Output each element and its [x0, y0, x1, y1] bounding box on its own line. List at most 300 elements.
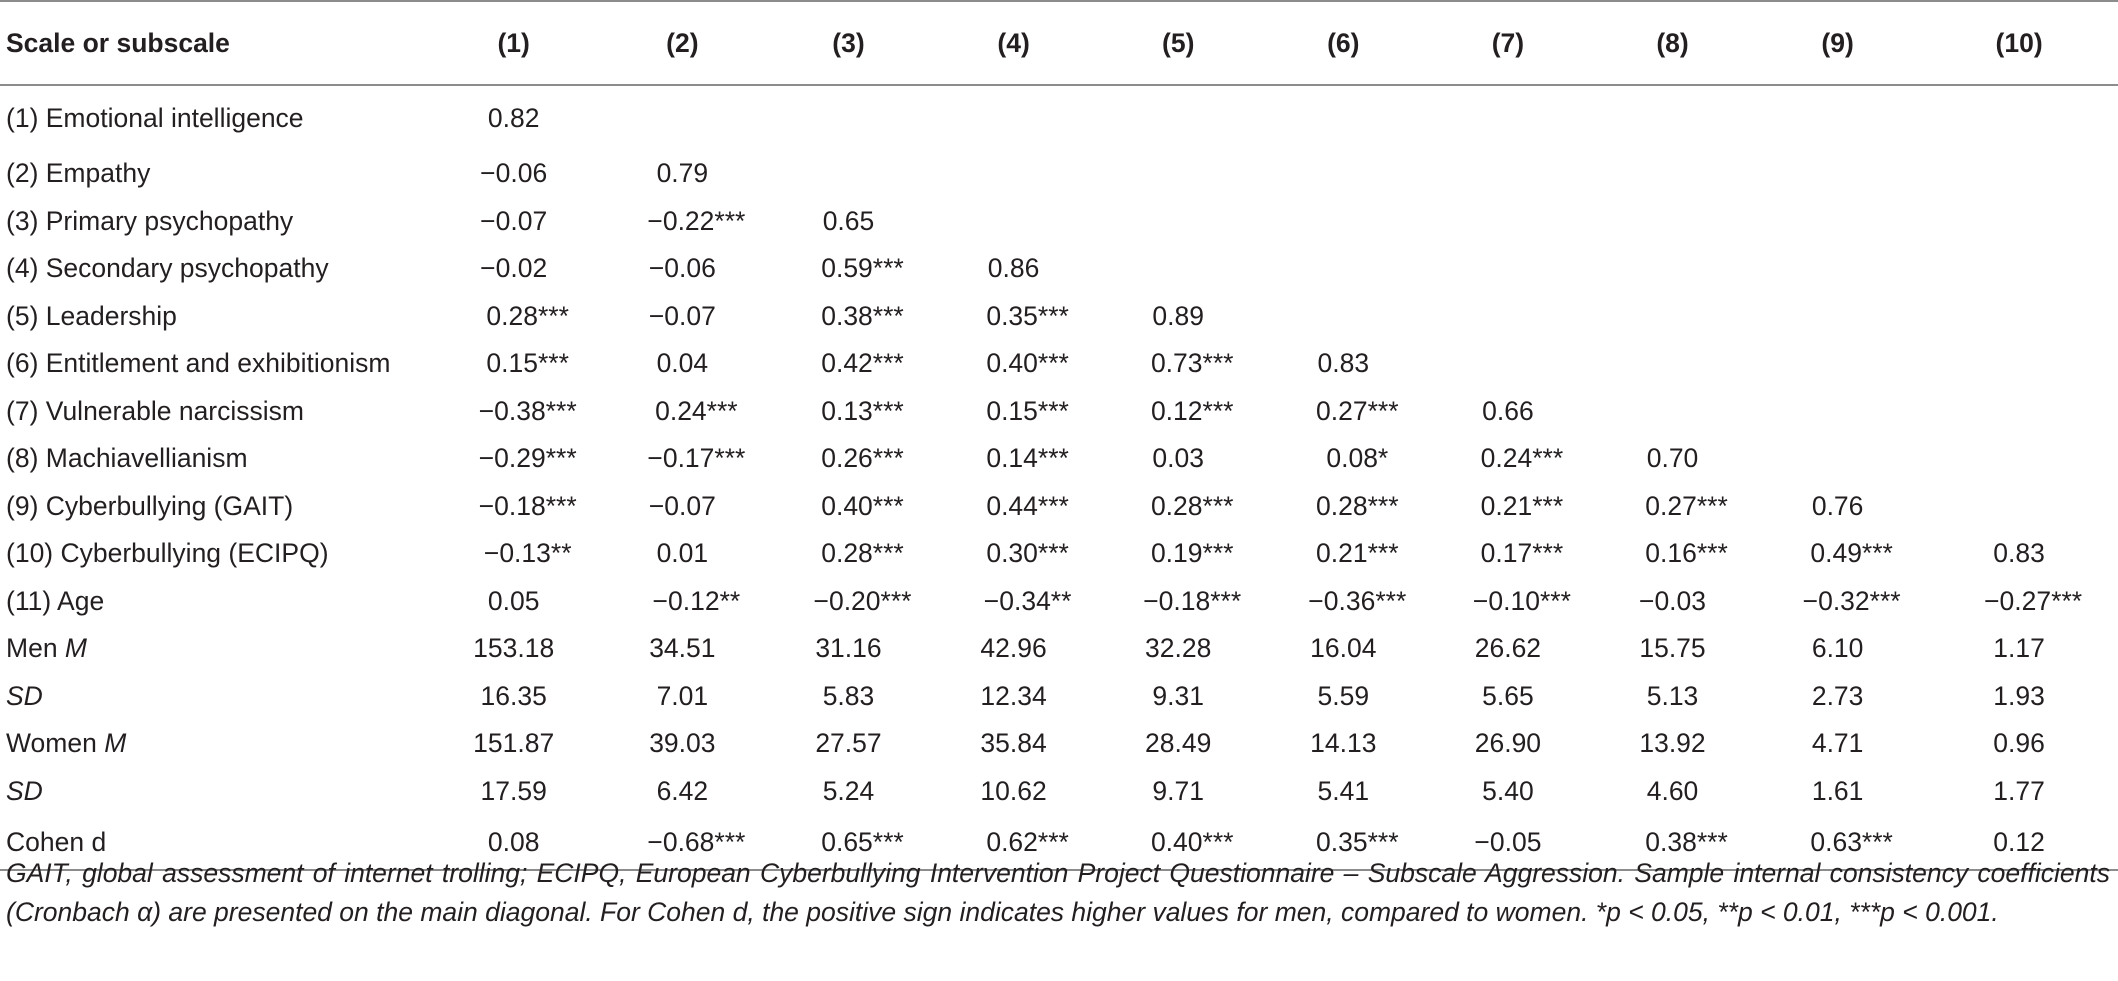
cell-value: 5.65 [1482, 680, 1534, 711]
row-label [0, 530, 428, 578]
table-cell [1590, 388, 1755, 436]
table-cell [932, 293, 1096, 341]
table-cell [1261, 388, 1426, 436]
cell-value: 4.71 [1811, 728, 1864, 758]
cell-value: 5.13 [1646, 680, 1699, 711]
cell-value: 32.28 [1145, 633, 1212, 663]
cell-value: 1.17 [1993, 633, 2045, 663]
table-cell [1755, 435, 1920, 483]
table-cell [1590, 150, 1755, 198]
table-cell [428, 625, 599, 673]
cell-value: −0.07 [480, 205, 548, 236]
table-cell [428, 530, 599, 578]
row-label [0, 625, 428, 673]
table-cell [1426, 150, 1590, 198]
cell-value: 6.10 [1811, 633, 1864, 663]
table-cell [1590, 293, 1755, 341]
table-cell [1426, 435, 1590, 483]
row-label-text: (2) Empathy [6, 158, 151, 188]
cell-value: 0.12 [1993, 827, 2045, 857]
table-cell [428, 388, 599, 436]
column-header: (2) [599, 1, 765, 85]
table-cell [932, 483, 1096, 531]
table-cell [1920, 435, 2118, 483]
table-cell [1096, 483, 1261, 531]
table-cell [599, 768, 765, 816]
table-cell [428, 293, 599, 341]
table-cell [765, 720, 931, 768]
table-cell [1261, 483, 1426, 531]
table-cell [1920, 198, 2118, 246]
table-row [0, 720, 2118, 768]
row-label-text: (1) Emotional intelligence [6, 103, 304, 133]
table-cell [1426, 530, 1590, 578]
table-cell [932, 768, 1096, 816]
table-row [0, 768, 2118, 816]
cell-value: 0.15*** [986, 395, 1069, 426]
table-cell [765, 673, 931, 721]
table-cell [1590, 245, 1755, 293]
table-cell [1755, 578, 1920, 626]
row-label [0, 720, 428, 768]
cell-value: 0.63*** [1810, 827, 1893, 857]
table-cell [1920, 388, 2118, 436]
table-cell [1261, 768, 1426, 816]
table-cell [599, 435, 765, 483]
cell-value: 0.96 [1993, 728, 2045, 758]
cell-value: 26.62 [1474, 633, 1542, 663]
table-cell [765, 768, 931, 816]
row-label-text: (6) Entitlement and exhibitionism [6, 348, 391, 378]
row-label [0, 245, 428, 293]
table-cell [1426, 340, 1590, 388]
table-cell [1755, 530, 1920, 578]
table-cell [1261, 293, 1426, 341]
cell-value: −0.02 [480, 253, 548, 283]
table-cell [1096, 388, 1261, 436]
table-cell [1920, 530, 2118, 578]
table-cell [1096, 245, 1261, 293]
table-row [0, 245, 2118, 293]
table-cell [1920, 150, 2118, 198]
cell-value: 5.41 [1317, 775, 1370, 806]
row-label [0, 578, 428, 626]
cell-value: 0.66 [1482, 395, 1534, 426]
table-cell [428, 578, 599, 626]
row-label-text: (7) Vulnerable narcissism [6, 395, 304, 426]
cell-value: 17.59 [480, 775, 547, 806]
cell-value: 0.59*** [821, 253, 904, 283]
row-label-text: (4) Secondary psychopathy [6, 253, 329, 283]
column-header: (1) [428, 1, 599, 85]
table-cell [1261, 578, 1426, 626]
table-cell [1096, 673, 1261, 721]
column-header: (7) [1426, 1, 1590, 85]
cell-value: 0.21*** [1480, 490, 1564, 521]
table-cell [599, 720, 765, 768]
table-cell [1920, 340, 2118, 388]
cell-value: 0.83 [1317, 348, 1370, 378]
table-cell [599, 483, 765, 531]
table-row [0, 530, 2118, 578]
column-header: (8) [1590, 1, 1755, 85]
cell-value: −0.27*** [1984, 585, 2083, 616]
table-cell [1590, 625, 1755, 673]
table-cell [1920, 578, 2118, 626]
table-cell [765, 85, 931, 150]
cell-value: 34.51 [649, 633, 716, 663]
cell-value: 0.14*** [986, 443, 1069, 473]
table-cell [428, 673, 599, 721]
table-cell [932, 435, 1096, 483]
table-cell [599, 625, 765, 673]
table-cell [1590, 435, 1755, 483]
cell-value: 9.71 [1152, 775, 1204, 806]
table-cell [1590, 720, 1755, 768]
cell-value: 0.40*** [986, 348, 1069, 378]
table-cell [1426, 388, 1590, 436]
column-header: (3) [765, 1, 931, 85]
row-label [0, 435, 428, 483]
table-cell [1096, 198, 1261, 246]
cell-value: 0.24*** [655, 395, 738, 426]
cell-value: 0.35*** [986, 300, 1069, 331]
table-cell [1096, 720, 1261, 768]
cell-value: 0.73*** [1150, 348, 1234, 378]
table-cell [1920, 625, 2118, 673]
table-cell [1261, 198, 1426, 246]
table-row [0, 150, 2118, 198]
cell-value: 0.13*** [821, 395, 904, 426]
cell-value: 0.01 [656, 538, 709, 568]
table-cell [428, 435, 599, 483]
table-cell [599, 340, 765, 388]
table-cell [1261, 625, 1426, 673]
cell-value: 0.27*** [1316, 395, 1399, 426]
table-cell [1426, 625, 1590, 673]
table-cell [1590, 768, 1755, 816]
table-cell [932, 673, 1096, 721]
table-cell [765, 625, 931, 673]
cell-value: −0.20*** [813, 585, 912, 616]
cell-value: 0.08 [487, 827, 540, 857]
row-label-text: (10) Cyberbullying (ECIPQ) [6, 538, 329, 568]
row-label [0, 198, 428, 246]
table-row [0, 483, 2118, 531]
row-label [0, 340, 428, 388]
table-cell [1920, 483, 2118, 531]
cell-value: −0.29*** [478, 443, 577, 473]
row-label [0, 388, 428, 436]
cell-value: 0.79 [656, 158, 709, 188]
table-row [0, 388, 2118, 436]
cell-value: 0.42*** [821, 348, 904, 378]
cell-value: 0.28*** [1150, 490, 1234, 521]
cell-value: −0.06 [648, 253, 716, 283]
table-cell [932, 150, 1096, 198]
row-label-text: (11) Age [6, 585, 105, 616]
cell-value: 26.90 [1474, 728, 1542, 758]
table-cell [1096, 625, 1261, 673]
row-label [0, 673, 428, 721]
table-cell [932, 530, 1096, 578]
cell-value: −0.06 [480, 158, 548, 188]
table-cell [765, 483, 931, 531]
cell-value: 0.21*** [1316, 538, 1399, 568]
cell-value: 153.18 [473, 633, 555, 663]
table-cell [1426, 198, 1590, 246]
table-cell [1096, 150, 1261, 198]
cell-value: −0.32*** [1802, 585, 1901, 616]
cell-value: 0.28*** [486, 300, 569, 331]
table-body [0, 85, 2118, 870]
table-cell [1096, 85, 1261, 150]
table-cell [1755, 720, 1920, 768]
cell-value: −0.34** [983, 585, 1072, 616]
table-cell [1755, 245, 1920, 293]
row-label [0, 150, 428, 198]
cell-value: 10.62 [980, 775, 1047, 806]
table-cell [428, 150, 599, 198]
table-cell [428, 720, 599, 768]
table-row [0, 435, 2118, 483]
cell-value: −0.05 [1474, 827, 1542, 857]
cell-value: 0.40*** [821, 490, 904, 521]
cell-value: 0.08* [1326, 443, 1389, 473]
cell-value: 0.76 [1811, 490, 1864, 521]
cell-value: 0.38*** [1645, 827, 1728, 857]
table-cell [1590, 530, 1755, 578]
table-cell [1261, 720, 1426, 768]
cell-value: 0.30*** [986, 538, 1069, 568]
table-cell [1096, 530, 1261, 578]
cell-value: 6.42 [656, 775, 709, 806]
table-cell [1755, 673, 1920, 721]
cell-value: 0.35*** [1316, 827, 1399, 857]
cell-value: 42.96 [980, 633, 1047, 663]
table-cell [1755, 768, 1920, 816]
cell-value: 0.04 [656, 348, 709, 378]
cell-value: 0.16*** [1645, 538, 1728, 568]
table-cell [1261, 85, 1426, 150]
table-cell [1755, 150, 1920, 198]
cell-value: 0.24*** [1480, 443, 1564, 473]
row-label [0, 293, 428, 341]
cell-value: 0.03 [1152, 443, 1204, 473]
table-cell [1096, 435, 1261, 483]
row-label-text: Cohen d [6, 827, 107, 857]
cell-value: 5.83 [822, 680, 875, 711]
cell-value: 0.19*** [1150, 538, 1234, 568]
cell-value: 1.77 [1993, 775, 2045, 806]
table-cell [1755, 340, 1920, 388]
table-row [0, 578, 2118, 626]
cell-value: 5.59 [1317, 680, 1370, 711]
table-cell [765, 388, 931, 436]
cell-value: 0.70 [1646, 443, 1699, 473]
table-cell [599, 293, 765, 341]
cell-value: −0.18*** [1143, 585, 1242, 616]
table-cell [1920, 768, 2118, 816]
table-cell [1096, 293, 1261, 341]
table-cell [428, 768, 599, 816]
cell-value: −0.18*** [478, 490, 577, 521]
cell-value: 0.05 [487, 585, 540, 616]
cell-value: −0.38*** [478, 395, 577, 426]
table-cell [1590, 483, 1755, 531]
cell-value: 0.62*** [986, 827, 1069, 857]
cell-value: 0.82 [487, 103, 540, 133]
cell-value: 0.86 [987, 253, 1040, 283]
table-cell [599, 530, 765, 578]
table-cell [765, 245, 931, 293]
cell-value: 5.40 [1482, 775, 1534, 806]
table-cell [1096, 578, 1261, 626]
table-cell [1426, 293, 1590, 341]
table-cell [765, 340, 931, 388]
table-cell [765, 293, 931, 341]
table-cell [1590, 198, 1755, 246]
table-cell [599, 198, 765, 246]
table-row [0, 85, 2118, 150]
table-cell [1261, 150, 1426, 198]
table-row [0, 198, 2118, 246]
cell-value: 0.89 [1152, 300, 1204, 331]
cell-value: −0.17*** [647, 443, 746, 473]
row-label-text: (3) Primary psychopathy [6, 205, 294, 236]
cell-value: 0.28*** [1316, 490, 1399, 521]
row-label-italic: M [64, 633, 87, 663]
cell-value: 9.31 [1152, 680, 1204, 711]
row-label-text: (9) Cyberbullying (GAIT) [6, 490, 294, 521]
cell-value: 0.65*** [821, 827, 904, 857]
table-cell [1426, 85, 1590, 150]
cell-value: 7.01 [656, 680, 709, 711]
table-cell [1426, 578, 1590, 626]
table-cell [1261, 245, 1426, 293]
table-cell [1096, 340, 1261, 388]
table-cell [1426, 720, 1590, 768]
header-row [0, 1, 2118, 85]
cell-value: 14.13 [1310, 728, 1377, 758]
table-cell [1920, 85, 2118, 150]
cell-value: 0.83 [1993, 538, 2045, 568]
table-cell [932, 245, 1096, 293]
table-cell [765, 198, 931, 246]
table-cell [1755, 293, 1920, 341]
table-cell [932, 720, 1096, 768]
cell-value: −0.36*** [1308, 585, 1407, 616]
table-row [0, 293, 2118, 341]
cell-value: −0.07 [648, 490, 716, 521]
table-cell [765, 435, 931, 483]
cell-value: 35.84 [980, 728, 1047, 758]
table-cell [428, 198, 599, 246]
table-row [0, 340, 2118, 388]
table-cell [1920, 245, 2118, 293]
cell-value: 27.57 [815, 728, 882, 758]
table-cell [1755, 625, 1920, 673]
table-footnote: GAIT, global assessment of internet trolling; ECIPQ, European Cyberbullying Intervention Project Questionnaire – Subscale Aggression. Sample internal consistency coefficients (Cronbach α) are presented on the main diagonal. For Cohen d, the positive sign indicates higher values for men, compared to women. *p < 0.05, **p < 0.01, ***p < 0.001. [6, 858, 2110, 927]
cell-value: 151.87 [473, 728, 555, 758]
cell-value: 0.44*** [986, 490, 1069, 521]
cell-value: −0.03 [1638, 585, 1707, 616]
cell-value: 0.49*** [1810, 538, 1893, 568]
cell-value: 12.34 [980, 680, 1047, 711]
row-label [0, 768, 428, 816]
table-cell [1590, 340, 1755, 388]
column-header: (10) [1920, 1, 2118, 85]
cell-value: 0.27*** [1645, 490, 1728, 521]
table-cell [1426, 483, 1590, 531]
cell-value: 1.61 [1811, 775, 1864, 806]
table-cell [1261, 435, 1426, 483]
cell-value: 31.16 [815, 633, 882, 663]
table-cell [599, 245, 765, 293]
column-header: (9) [1755, 1, 1920, 85]
table-cell [1261, 673, 1426, 721]
table-cell [1590, 673, 1755, 721]
table-cell [428, 85, 599, 150]
table-cell [932, 85, 1096, 150]
table-cell [1755, 483, 1920, 531]
cell-value: 0.65 [822, 205, 875, 236]
row-label-text: Men [6, 633, 65, 663]
row-label-italic: SD [6, 775, 43, 806]
row-label-text: (8) Machiavellianism [6, 443, 248, 473]
cell-value: 0.12*** [1150, 395, 1234, 426]
column-header: (4) [932, 1, 1096, 85]
cell-value: 0.28*** [821, 538, 904, 568]
row-label-italic: SD [6, 680, 43, 711]
row-label-text: Women [6, 728, 105, 758]
table-cell [765, 530, 931, 578]
column-header: (6) [1261, 1, 1426, 85]
table-cell [599, 578, 765, 626]
table-cell [1426, 245, 1590, 293]
table-cell [1920, 673, 2118, 721]
table-cell [428, 245, 599, 293]
table-cell [599, 150, 765, 198]
table-cell [428, 483, 599, 531]
table-cell [599, 85, 765, 150]
table-row [0, 625, 2118, 673]
table-cell [765, 150, 931, 198]
column-header: (5) [1096, 1, 1261, 85]
cell-value: 4.60 [1646, 775, 1699, 806]
table-cell [599, 673, 765, 721]
table-cell [1426, 768, 1590, 816]
cell-value: −0.07 [648, 300, 716, 331]
cell-value: 15.75 [1639, 633, 1706, 663]
cell-value: −0.68*** [647, 827, 746, 857]
table-cell [1590, 85, 1755, 150]
cell-value: 0.17*** [1480, 538, 1564, 568]
row-label [0, 85, 428, 150]
table-cell [1261, 340, 1426, 388]
cell-value: −0.13** [483, 538, 572, 568]
cell-value: 0.38*** [821, 300, 904, 331]
cell-value: 0.15*** [486, 348, 569, 378]
table-cell [765, 578, 931, 626]
row-label-italic: M [104, 728, 127, 758]
table-cell [1920, 293, 2118, 341]
table-cell [1755, 85, 1920, 150]
table-cell [1590, 578, 1755, 626]
cell-value: −0.10*** [1472, 585, 1571, 616]
cell-value: −0.12** [652, 585, 741, 616]
cell-value: 0.40*** [1150, 827, 1234, 857]
